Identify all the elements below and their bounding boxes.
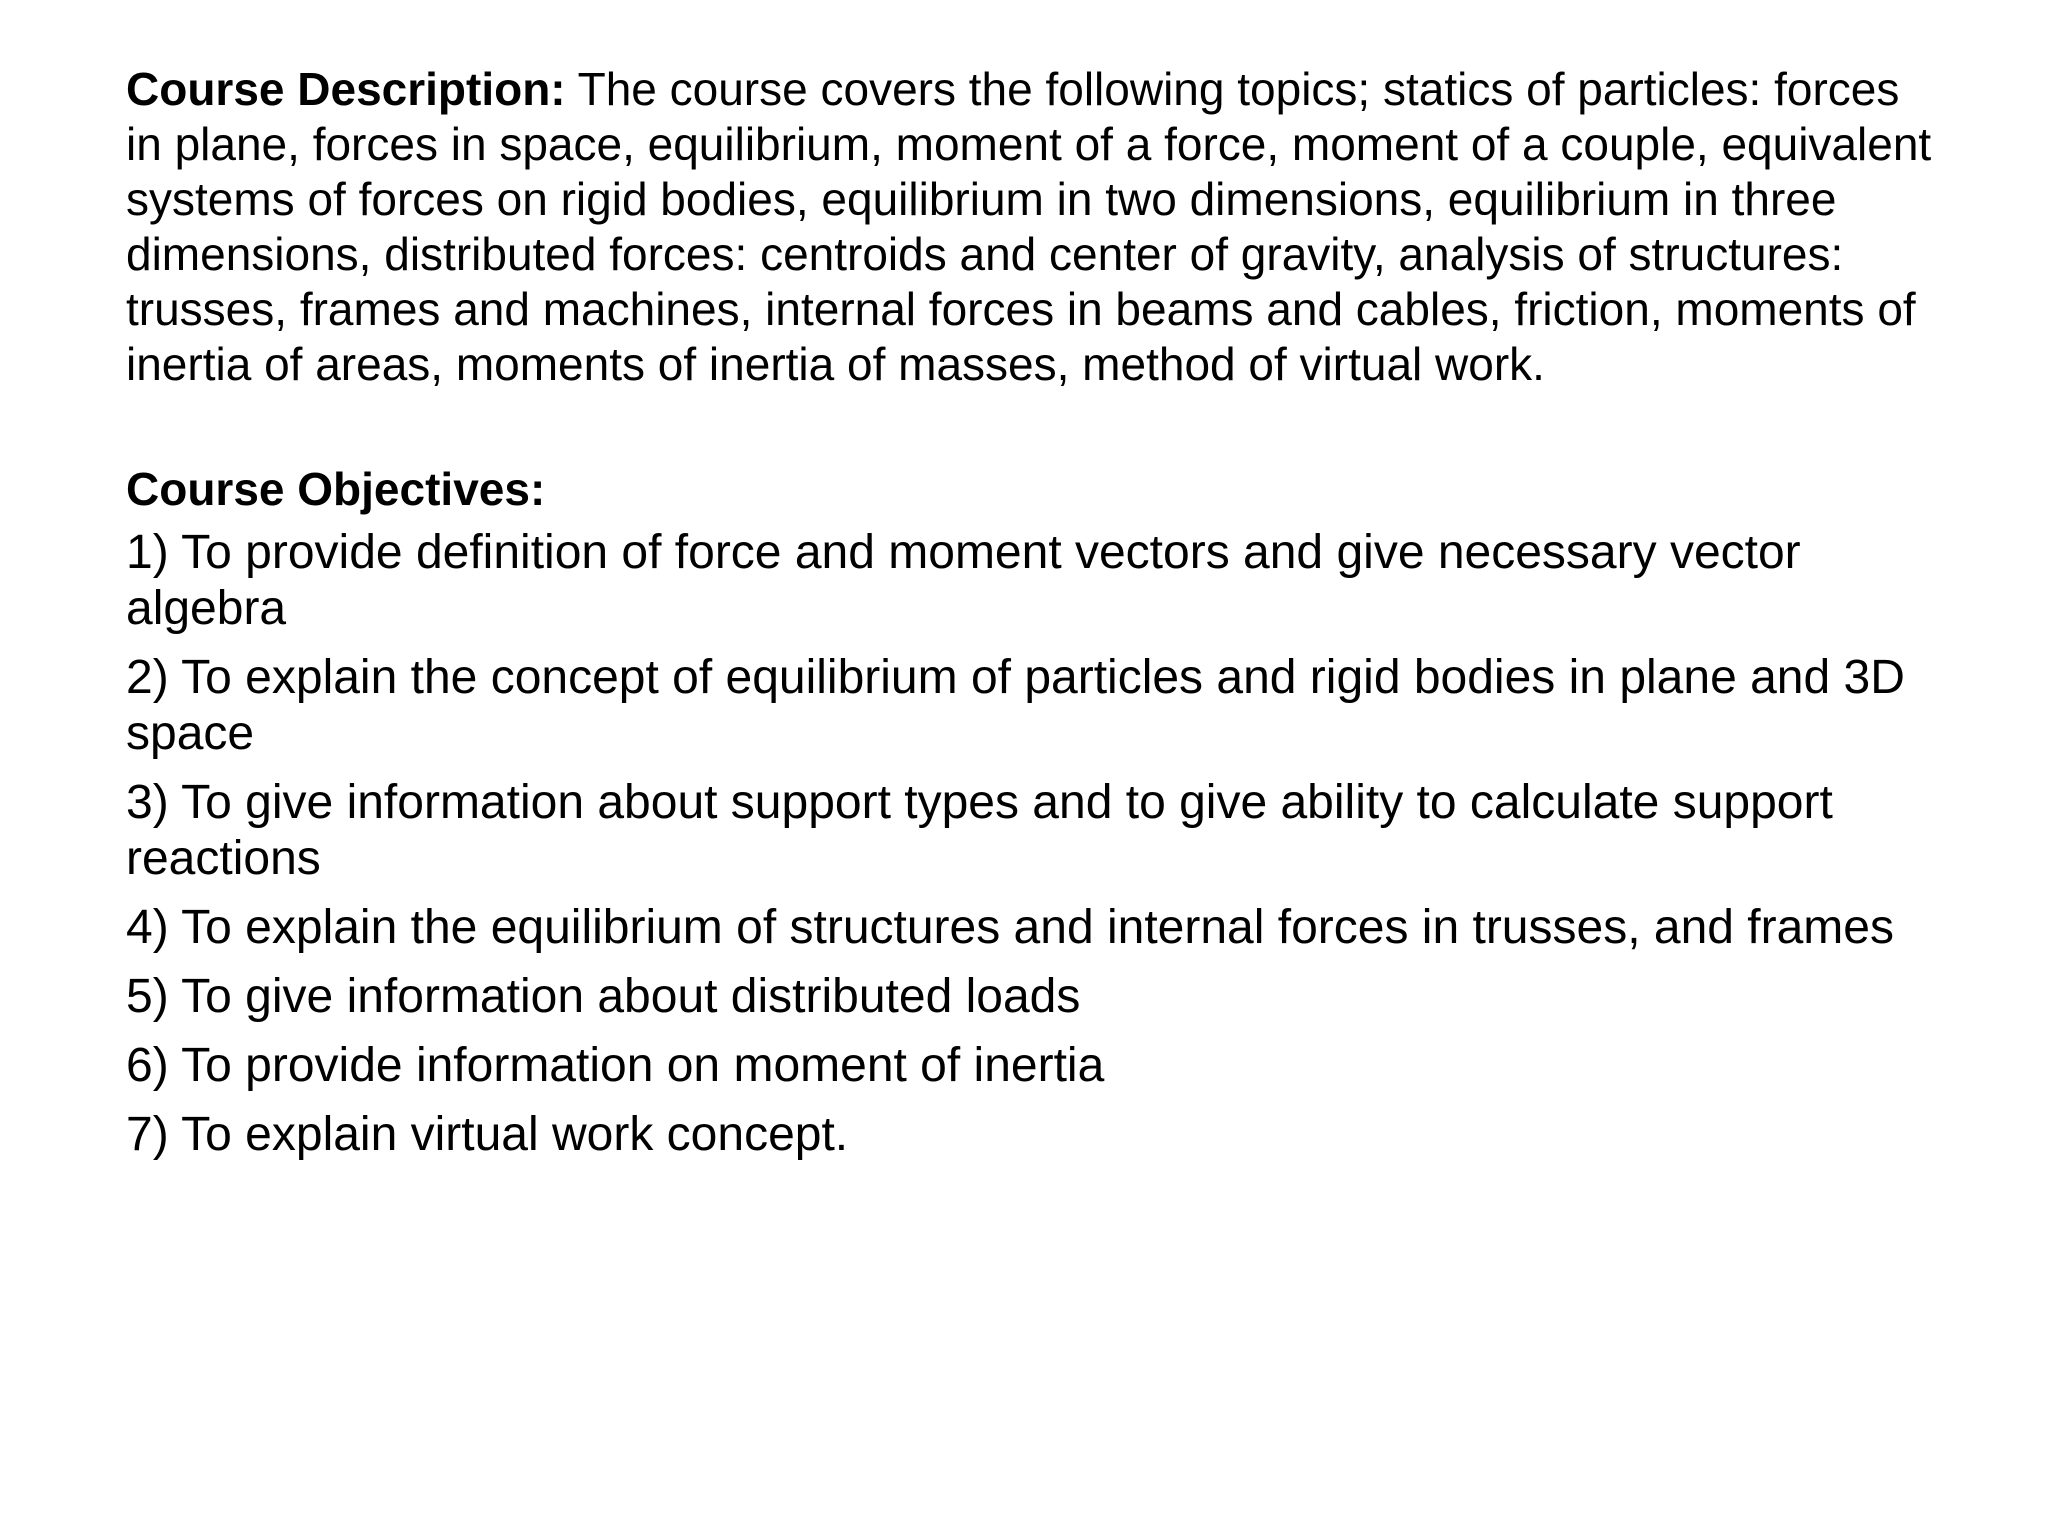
objective-item: 5) To give information about distributed loads [126, 970, 1081, 1023]
objective-item: 1) To provide definition of force and moment vectors and give necessary vector algebra [126, 526, 1801, 635]
course-objectives-list [126, 525, 1946, 1163]
course-description [126, 62, 1946, 392]
course-description-label: Course Description: [126, 63, 566, 115]
objective-item: 4) To explain the equilibrium of structures and internal forces in trusses, and frames [126, 901, 1894, 954]
course-objectives-heading: Course Objectives: [126, 463, 546, 515]
slide-content [126, 62, 1946, 1176]
course-description-text: The course covers the following topics; statics of particles: forces in plane, forces in space, equilibrium, moment of a force, moment of a couple, equivalent systems of forces on rigid bodies, equilibrium in two dimensions, equilibrium in three dimensions, distributed forces: centroids and center of gravity, analysis of structures: trusses, frames and machines, internal forces in beams and cables, friction, moments of inertia of areas, moments of inertia of masses, method of virtual work. [126, 63, 1932, 390]
objective-item: 6) To provide information on moment of inertia [126, 1039, 1105, 1092]
objective-item: 2) To explain the concept of equilibrium of particles and rigid bodies in plane and 3D space [126, 651, 1905, 760]
objective-item: 7) To explain virtual work concept. [126, 1108, 849, 1161]
objective-item: 3) To give information about support types and to give ability to calculate support reactions [126, 776, 1833, 885]
